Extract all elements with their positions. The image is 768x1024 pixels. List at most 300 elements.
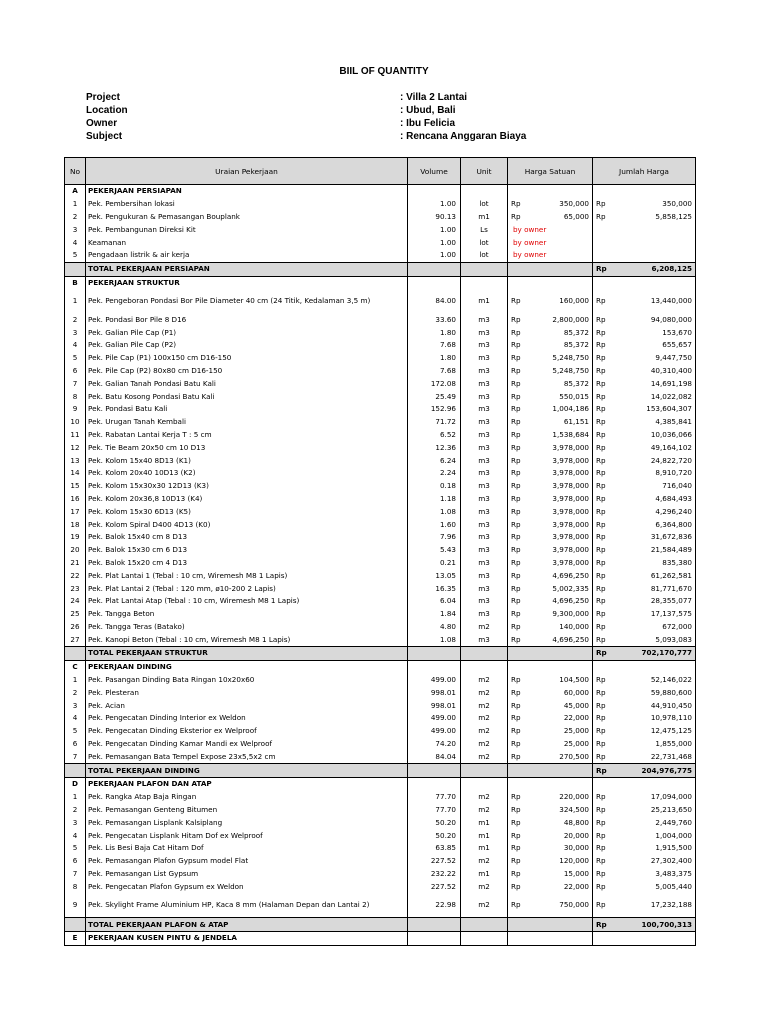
unit-price-cell: 3,978,000	[529, 480, 593, 493]
unit-cell: m3	[461, 505, 508, 518]
work-description: Pek. Galian Tanah Pondasi Batu Kali	[86, 377, 408, 390]
amount-cell: 44,910,450	[614, 699, 696, 712]
currency-cell: Rp	[593, 289, 614, 313]
currency-cell: Rp	[508, 454, 529, 467]
currency-cell: Rp	[593, 738, 614, 751]
header-amount: Jumlah Harga	[593, 158, 696, 185]
work-description: Pek. Balok 15x20 cm 4 D13	[86, 557, 408, 570]
no-cell	[65, 647, 86, 661]
volume-cell: 5.43	[408, 544, 461, 557]
unit-price-cell	[529, 778, 593, 791]
amount-cell: 8,910,720	[614, 467, 696, 480]
currency-cell	[593, 236, 614, 249]
work-description: Pek. Pile Cap (P1) 100x150 cm D16-150	[86, 352, 408, 365]
currency-cell: Rp	[508, 880, 529, 893]
unit-price-cell: 85,372	[529, 377, 593, 390]
unit-cell: m1	[461, 289, 508, 313]
unit-cell: m3	[461, 454, 508, 467]
currency-cell: Rp	[593, 313, 614, 326]
table-row	[65, 557, 696, 570]
amount-cell: 1,004,000	[614, 829, 696, 842]
unit-price-cell: 22,000	[529, 880, 593, 893]
currency-cell: Rp	[593, 211, 614, 224]
row-number: 4	[65, 712, 86, 725]
volume-cell	[408, 262, 461, 276]
table-row	[65, 608, 696, 621]
table-row	[65, 429, 696, 442]
volume-cell: 2.24	[408, 467, 461, 480]
currency-cell: Rp	[508, 326, 529, 339]
unit-cell: m3	[461, 493, 508, 506]
amount-cell: 40,310,400	[614, 365, 696, 378]
table-row	[65, 750, 696, 763]
currency-cell: Rp	[593, 893, 614, 918]
currency-cell	[593, 778, 614, 791]
row-number: 2	[65, 313, 86, 326]
unit-cell: m3	[461, 416, 508, 429]
table-row	[65, 855, 696, 868]
currency-cell: Rp	[508, 621, 529, 634]
work-description: Pek. Tie Beam 20x50 cm 10 D13	[86, 441, 408, 454]
table-header-row	[65, 158, 696, 185]
unit-price-cell: 160,000	[529, 289, 593, 313]
unit-cell: m2	[461, 674, 508, 687]
amount-cell: 5,093,083	[614, 633, 696, 646]
table-row	[65, 313, 696, 326]
amount-cell: 49,164,102	[614, 441, 696, 454]
unit-price-cell: 5,248,750	[529, 352, 593, 365]
currency-cell: Rp	[508, 493, 529, 506]
amount-cell: 3,483,375	[614, 868, 696, 881]
work-description: Pek. Skylight Frame Aluminium HP, Kaca 8 mm (Halaman Depan dan Lantai 2)	[86, 893, 408, 918]
currency-cell: Rp	[508, 829, 529, 842]
row-number: 7	[65, 377, 86, 390]
unit-cell: m3	[461, 365, 508, 378]
currency-cell: Rp	[593, 633, 614, 646]
volume-cell: 63.85	[408, 842, 461, 855]
section-letter: A	[65, 185, 86, 198]
work-description: Pek. Plat Lantai Atap (Tebal : 10 cm, Wiremesh M8 1 Lapis)	[86, 595, 408, 608]
info-label: Location	[86, 105, 128, 116]
unit-price-cell: 220,000	[529, 791, 593, 804]
unit-price-cell: 4,696,250	[529, 595, 593, 608]
table-row	[65, 738, 696, 751]
currency-cell	[508, 660, 529, 673]
unit-cell: lot	[461, 198, 508, 211]
currency-cell: Rp	[593, 582, 614, 595]
row-number: 4	[65, 236, 86, 249]
currency-cell: Rp	[508, 289, 529, 313]
row-number: 7	[65, 868, 86, 881]
currency-cell: Rp	[593, 403, 614, 416]
row-number: 26	[65, 621, 86, 634]
work-description: Pek. Plat Lantai 1 (Tebal : 10 cm, Wiremesh M8 1 Lapis)	[86, 569, 408, 582]
currency-cell	[508, 918, 529, 932]
volume-cell: 13.05	[408, 569, 461, 582]
unit-price-cell: 3,978,000	[529, 441, 593, 454]
row-number: 4	[65, 339, 86, 352]
currency-cell: Rp	[508, 842, 529, 855]
unit-cell: m3	[461, 518, 508, 531]
row-number: 9	[65, 893, 86, 918]
work-description: Pek. Pengukuran & Pemasangan Bouplank	[86, 211, 408, 224]
table-row	[65, 712, 696, 725]
table-row	[65, 365, 696, 378]
info-value: : Rencana Anggaran Biaya	[400, 131, 527, 142]
currency-cell: Rp	[508, 313, 529, 326]
boq-body	[65, 185, 696, 946]
currency-cell: Rp	[593, 569, 614, 582]
currency-cell: Rp	[593, 505, 614, 518]
work-description: Pek. Pasangan Dinding Bata Ringan 10x20x60	[86, 674, 408, 687]
volume-cell: 1.80	[408, 326, 461, 339]
unit-price-cell: 3,978,000	[529, 544, 593, 557]
table-row	[65, 377, 696, 390]
unit-cell: m1	[461, 829, 508, 842]
amount-cell: 835,380	[614, 557, 696, 570]
unit-cell: m3	[461, 429, 508, 442]
currency-cell: Rp	[508, 804, 529, 817]
volume-cell: 1.80	[408, 352, 461, 365]
table-row	[65, 842, 696, 855]
total-amount: 100,700,313	[614, 918, 696, 932]
currency-cell	[508, 185, 529, 198]
table-row	[65, 531, 696, 544]
row-number: 9	[65, 403, 86, 416]
work-description: Pek. Pemasangan Genteng Bitumen	[86, 804, 408, 817]
table-row	[65, 699, 696, 712]
amount-cell: 716,040	[614, 480, 696, 493]
row-number: 8	[65, 880, 86, 893]
unit-price-cell	[529, 262, 593, 276]
currency-cell: Rp	[593, 791, 614, 804]
currency-cell: Rp	[508, 365, 529, 378]
work-description: Pek. Balok 15x30 cm 6 D13	[86, 544, 408, 557]
table-row	[65, 236, 696, 249]
volume-cell	[408, 918, 461, 932]
row-number: 1	[65, 674, 86, 687]
volume-cell: 1.00	[408, 236, 461, 249]
total-label: TOTAL PEKERJAAN PERSIAPAN	[86, 262, 408, 276]
work-description: Pek. Pengecatan Dinding Eksterior ex Welproof	[86, 725, 408, 738]
volume-cell: 1.60	[408, 518, 461, 531]
volume-cell: 1.08	[408, 505, 461, 518]
row-number: 3	[65, 699, 86, 712]
table-row	[65, 467, 696, 480]
unit-price-cell: 45,000	[529, 699, 593, 712]
table-row	[65, 686, 696, 699]
section-title: PEKERJAAN KUSEN PINTU & JENDELA	[86, 932, 408, 946]
work-description: Pek. Pengecatan Plafon Gypsum ex Weldon	[86, 880, 408, 893]
unit-cell: m2	[461, 750, 508, 763]
currency-cell: Rp	[508, 712, 529, 725]
work-description: Pek. Pile Cap (P2) 80x80 cm D16-150	[86, 365, 408, 378]
currency-cell: Rp	[593, 880, 614, 893]
total-label: TOTAL PEKERJAAN DINDING	[86, 764, 408, 778]
unit-price-cell	[529, 932, 593, 946]
row-number: 7	[65, 750, 86, 763]
row-number: 3	[65, 816, 86, 829]
total-currency: Rp	[593, 764, 614, 778]
currency-cell: Rp	[593, 198, 614, 211]
row-number: 24	[65, 595, 86, 608]
info-value: : Villa 2 Lantai	[400, 92, 468, 103]
work-description: Pek. Pengeboran Pondasi Bor Pile Diameter 40 cm (24 Titik, Kedalaman 3,5 m)	[86, 289, 408, 313]
row-number: 23	[65, 582, 86, 595]
section-total-row	[65, 647, 696, 661]
row-number: 27	[65, 633, 86, 646]
amount-cell: 2,449,760	[614, 816, 696, 829]
unit-price-cell: 85,372	[529, 339, 593, 352]
unit-price-cell: 25,000	[529, 738, 593, 751]
currency-cell: Rp	[593, 531, 614, 544]
volume-cell: 7.68	[408, 365, 461, 378]
amount-cell: 9,447,750	[614, 352, 696, 365]
unit-price-cell: 104,500	[529, 674, 593, 687]
unit-price-cell: 85,372	[529, 326, 593, 339]
work-description: Pek. Pemasangan Plafon Gypsum model Flat	[86, 855, 408, 868]
amount-cell	[614, 236, 696, 249]
section-title: PEKERJAAN PERSIAPAN	[86, 185, 408, 198]
row-number: 6	[65, 855, 86, 868]
total-amount: 204,976,775	[614, 764, 696, 778]
currency-cell: Rp	[593, 621, 614, 634]
amount-cell: 22,731,468	[614, 750, 696, 763]
section-total-row	[65, 918, 696, 932]
table-row	[65, 829, 696, 842]
unit-price-cell: 3,978,000	[529, 518, 593, 531]
info-label: Project	[86, 92, 120, 103]
currency-cell: Rp	[593, 377, 614, 390]
row-number: 19	[65, 531, 86, 544]
table-row	[65, 621, 696, 634]
currency-cell: Rp	[593, 674, 614, 687]
unit-cell: m3	[461, 313, 508, 326]
no-cell	[65, 764, 86, 778]
unit-price-cell: 48,800	[529, 816, 593, 829]
unit-price-cell: 3,978,000	[529, 531, 593, 544]
currency-cell: Rp	[508, 211, 529, 224]
amount-cell	[614, 276, 696, 289]
volume-cell: 16.35	[408, 582, 461, 595]
unit-price-cell: 65,000	[529, 211, 593, 224]
currency-cell: Rp	[508, 429, 529, 442]
row-number: 5	[65, 725, 86, 738]
section-header-row	[65, 185, 696, 198]
currency-cell: Rp	[508, 377, 529, 390]
unit-price-cell: 1,538,684	[529, 429, 593, 442]
by-owner-note: by owner	[508, 249, 593, 262]
volume-cell: 1.84	[408, 608, 461, 621]
currency-cell	[593, 185, 614, 198]
header-unit: Unit	[461, 158, 508, 185]
amount-cell	[614, 778, 696, 791]
table-row	[65, 326, 696, 339]
info-location-row	[86, 104, 526, 117]
boq-table	[64, 157, 696, 946]
unit-cell	[461, 262, 508, 276]
volume-cell: 4.80	[408, 621, 461, 634]
volume-cell: 227.52	[408, 880, 461, 893]
currency-cell: Rp	[593, 725, 614, 738]
row-number: 21	[65, 557, 86, 570]
unit-cell: m1	[461, 842, 508, 855]
section-letter: E	[65, 932, 86, 946]
unit-price-cell	[529, 185, 593, 198]
currency-cell: Rp	[593, 518, 614, 531]
total-label: TOTAL PEKERJAAN STRUKTUR	[86, 647, 408, 661]
amount-cell: 81,771,670	[614, 582, 696, 595]
unit-price-cell: 25,000	[529, 725, 593, 738]
unit-cell: m3	[461, 608, 508, 621]
unit-price-cell	[529, 647, 593, 661]
work-description: Pek. Kanopi Beton (Tebal : 10 cm, Wiremesh M8 1 Lapis)	[86, 633, 408, 646]
unit-price-cell: 3,978,000	[529, 454, 593, 467]
currency-cell	[508, 764, 529, 778]
unit-cell: m3	[461, 403, 508, 416]
work-description: Pek. Pondasi Bor Pile 8 D16	[86, 313, 408, 326]
currency-cell: Rp	[508, 816, 529, 829]
volume-cell: 84.00	[408, 289, 461, 313]
currency-cell: Rp	[508, 608, 529, 621]
work-description: Pek. Galian Pile Cap (P2)	[86, 339, 408, 352]
unit-cell: m3	[461, 467, 508, 480]
amount-cell: 14,022,082	[614, 390, 696, 403]
amount-cell: 153,670	[614, 326, 696, 339]
currency-cell: Rp	[508, 518, 529, 531]
unit-cell: m2	[461, 712, 508, 725]
unit-cell: m2	[461, 725, 508, 738]
amount-cell: 1,855,000	[614, 738, 696, 751]
currency-cell: Rp	[593, 816, 614, 829]
currency-cell: Rp	[508, 544, 529, 557]
amount-cell: 655,657	[614, 339, 696, 352]
volume-cell: 499.00	[408, 725, 461, 738]
row-number: 13	[65, 454, 86, 467]
currency-cell: Rp	[508, 467, 529, 480]
table-row	[65, 249, 696, 262]
work-description: Pek. Balok 15x40 cm 8 D13	[86, 531, 408, 544]
section-total-row	[65, 764, 696, 778]
currency-cell	[508, 262, 529, 276]
unit-price-cell	[529, 660, 593, 673]
currency-cell	[593, 932, 614, 946]
currency-cell: Rp	[508, 595, 529, 608]
info-subject-row	[86, 130, 526, 143]
currency-cell: Rp	[508, 686, 529, 699]
unit-price-cell: 22,000	[529, 712, 593, 725]
work-description: Pek. Tangga Beton	[86, 608, 408, 621]
table-row	[65, 505, 696, 518]
unit-cell: m2	[461, 791, 508, 804]
section-header-row	[65, 660, 696, 673]
work-description: Pek. Lis Besi Baja Cat Hitam Dof	[86, 842, 408, 855]
work-description: Pek. Kolom 15x30 6D13 (K5)	[86, 505, 408, 518]
amount-cell: 1,915,500	[614, 842, 696, 855]
info-value: : Ibu Felicia	[400, 118, 456, 129]
unit-cell: lot	[461, 249, 508, 262]
unit-price-cell: 120,000	[529, 855, 593, 868]
row-number: 11	[65, 429, 86, 442]
currency-cell: Rp	[593, 855, 614, 868]
currency-cell: Rp	[593, 699, 614, 712]
amount-cell: 17,137,575	[614, 608, 696, 621]
table-row	[65, 480, 696, 493]
currency-cell: Rp	[508, 855, 529, 868]
currency-cell: Rp	[593, 544, 614, 557]
volume-cell: 499.00	[408, 674, 461, 687]
table-row	[65, 582, 696, 595]
unit-price-cell: 15,000	[529, 868, 593, 881]
unit-price-cell: 5,248,750	[529, 365, 593, 378]
volume-cell: 12.36	[408, 441, 461, 454]
amount-cell	[614, 660, 696, 673]
unit-cell: m2	[461, 738, 508, 751]
work-description: Pek. Tangga Teras (Batako)	[86, 621, 408, 634]
currency-cell: Rp	[593, 441, 614, 454]
amount-cell: 10,978,110	[614, 712, 696, 725]
unit-price-cell: 4,696,250	[529, 633, 593, 646]
amount-cell: 94,080,000	[614, 313, 696, 326]
volume-cell: 33.60	[408, 313, 461, 326]
amount-cell	[614, 932, 696, 946]
currency-cell: Rp	[508, 531, 529, 544]
currency-cell: Rp	[508, 699, 529, 712]
unit-cell	[461, 778, 508, 791]
currency-cell: Rp	[508, 352, 529, 365]
work-description: Pek. Pemasangan List Gypsum	[86, 868, 408, 881]
currency-cell: Rp	[508, 791, 529, 804]
volume-cell: 1.00	[408, 223, 461, 236]
work-description: Pek. Kolom Spiral D400 4D13 (K0)	[86, 518, 408, 531]
work-description: Pek. Pengecatan Dinding Kamar Mandi ex Welproof	[86, 738, 408, 751]
currency-cell: Rp	[593, 352, 614, 365]
section-letter: B	[65, 276, 86, 289]
project-info	[86, 91, 526, 143]
total-currency: Rp	[593, 647, 614, 661]
table-row	[65, 198, 696, 211]
unit-price-cell: 3,978,000	[529, 557, 593, 570]
unit-price-cell	[529, 918, 593, 932]
unit-price-cell: 270,500	[529, 750, 593, 763]
row-number: 16	[65, 493, 86, 506]
currency-cell: Rp	[508, 403, 529, 416]
table-row	[65, 518, 696, 531]
work-description: Pek. Kolom 20x36,8 10D13 (K4)	[86, 493, 408, 506]
unit-price-cell: 9,300,000	[529, 608, 593, 621]
currency-cell: Rp	[508, 750, 529, 763]
volume-cell	[408, 778, 461, 791]
row-number: 22	[65, 569, 86, 582]
table-row	[65, 211, 696, 224]
volume-cell: 84.04	[408, 750, 461, 763]
unit-cell	[461, 660, 508, 673]
unit-cell: m2	[461, 804, 508, 817]
currency-cell: Rp	[593, 467, 614, 480]
amount-cell: 31,672,836	[614, 531, 696, 544]
row-number: 1	[65, 289, 86, 313]
work-description: Pek. Pemasangan Bata Tempel Expose 23x5,5x2 cm	[86, 750, 408, 763]
volume-cell	[408, 647, 461, 661]
work-description: Pek. Acian	[86, 699, 408, 712]
currency-cell: Rp	[593, 842, 614, 855]
unit-price-cell: 20,000	[529, 829, 593, 842]
work-description: Pek. Rangka Atap Baja Ringan	[86, 791, 408, 804]
work-description: Pek. Pengecatan Lisplank Hitam Dof ex Welproof	[86, 829, 408, 842]
row-number: 1	[65, 198, 86, 211]
table-row	[65, 454, 696, 467]
work-description: Pek. Galian Pile Cap (P1)	[86, 326, 408, 339]
